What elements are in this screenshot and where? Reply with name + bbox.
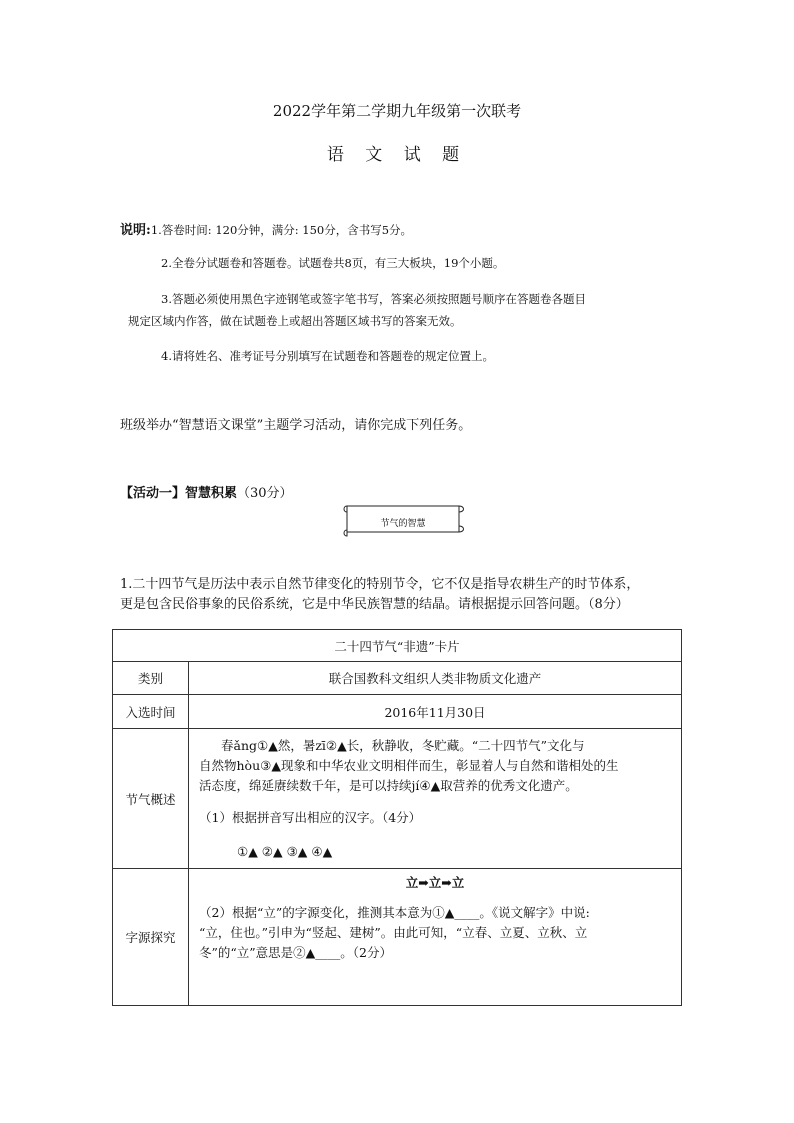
scroll-label: 节气的智慧 xyxy=(380,519,426,529)
note-item-2: 2.全卷分试题卷和答题卷。试题卷共8页，有三大板块，19个小题。 xyxy=(161,256,505,270)
note-line-1 xyxy=(120,219,412,238)
row-label-origin: 字源探究 xyxy=(113,869,189,1006)
overview-line-1: 春ǎng①▲然，暑zī②▲长，秋静收，冬贮藏。“二十四节气”文化与 xyxy=(221,737,585,753)
row-value-date: 2016年11月30日 xyxy=(189,695,682,729)
question-1-line-1: 1.二十四节气是历法中表示自然节律变化的特别节令，它不仅是指导农耕生产的时节体系， xyxy=(120,577,640,592)
overview-answer-blanks: ①▲ ②▲ ③▲ ④▲ xyxy=(237,843,333,859)
activity-heading: 【活动一】智慧积累 xyxy=(120,486,238,501)
note-item-3: 3.答题必须使用黑色字迹钢笔或签字笔书写，答案必须按照题号顺序在答题卷各题目 xyxy=(161,292,586,306)
card-title: 二十四节气“非遗”卡片 xyxy=(113,630,682,662)
activity-score: （30分） xyxy=(237,486,293,501)
row-label-overview: 节气概述 xyxy=(113,729,189,869)
row-value-category: 联合国教科文组织人类非物质文化遗产 xyxy=(189,662,682,695)
row-label-date: 入选时间 xyxy=(113,695,189,729)
origin-line-2: “立，住也。”引申为“竖起、建树”。由此可知，“立春、立夏、立秋、立 xyxy=(199,925,588,940)
subject-title: 语 文 试 题 xyxy=(326,145,468,165)
overview-line-3: 活态度，绵延赓续数千年，是可以持续jí④▲取营养的优秀文化遗产。 xyxy=(199,777,578,793)
heritage-card-table xyxy=(112,629,682,1006)
character-evolution: ⽴➡⽴➡立 xyxy=(405,875,465,890)
exam-title: 2022学年第二学期九年级第一次联考 xyxy=(272,102,522,120)
note-item-1: 1.答卷时间: 120分钟，满分: 150分，含书写5分。 xyxy=(150,223,413,237)
question-1-line-2: 更是包含民俗事象的民俗系统，它是中华民族智慧的结晶。请根据提示回答问题。（8分） xyxy=(120,597,629,612)
origin-line-3: 冬”的“立”意思是②▲____。（2分） xyxy=(199,945,392,960)
intro-text: 班级举办“智慧语文课堂”主题学习活动，请你完成下列任务。 xyxy=(120,418,472,433)
origin-cell xyxy=(189,869,682,1006)
overview-line-2: 自然物hòu③▲现象和中华农业文明相伴而生，彰显着人与自然和谐相处的生 xyxy=(199,757,619,773)
overview-subquestion: （1）根据拼音写出相应的汉字。（4分） xyxy=(199,809,422,825)
origin-line-1: （2）根据“立”的字源变化，推测其本意为①▲____。《说文解字》中说: xyxy=(199,905,590,920)
activity-heading-line xyxy=(120,482,293,501)
note-item-3-cont: 规定区域内作答，做在试题卷上或超出答题区域书写的答案无效。 xyxy=(128,314,462,328)
scroll-banner-icon xyxy=(341,502,467,538)
note-label: 说明: xyxy=(120,223,151,238)
row-label-category: 类别 xyxy=(113,662,189,695)
overview-cell xyxy=(189,729,682,869)
note-item-4: 4.请将姓名、准考证号分别填写在试题卷和答题卷的规定位置上。 xyxy=(161,349,494,363)
question-1 xyxy=(120,575,690,615)
